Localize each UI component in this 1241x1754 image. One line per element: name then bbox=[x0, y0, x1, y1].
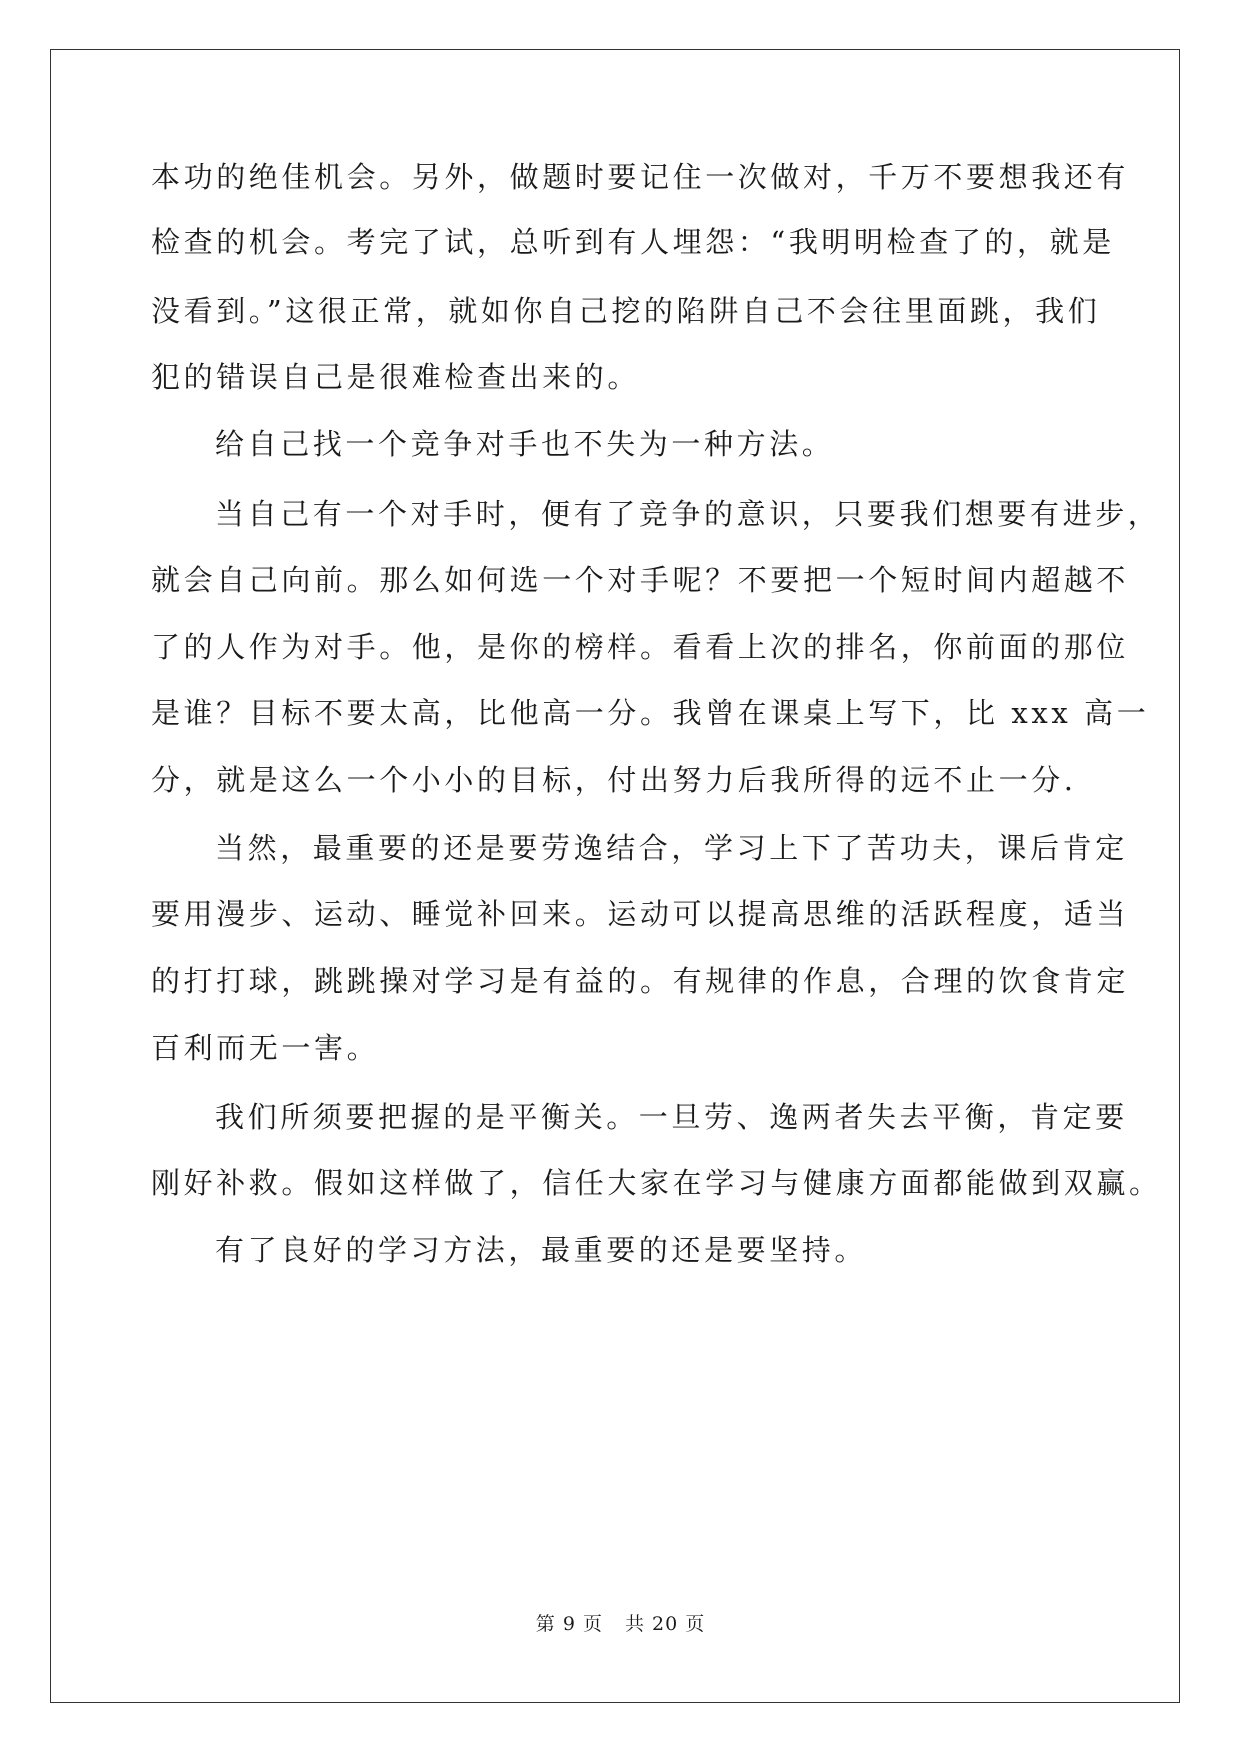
paragraph-line: 当自己有一个对手时，便有了竞争的意识，只要我们想要有进步， bbox=[215, 497, 1161, 531]
page-number-label: 第 9 页 bbox=[535, 1613, 603, 1635]
paragraph-line: 检查的机会。考完了试，总听到有人埋怨：“我明明检查了的，就是 bbox=[151, 225, 1115, 259]
paragraph-line: 就会自己向前。那么如何选一个对手呢？不要把一个短时间内超越不 bbox=[151, 563, 1130, 597]
paragraph-line: 分，就是这么一个小小的目标，付出努力后我所得的远不止一分. bbox=[151, 763, 1077, 797]
paragraph-line: 百利而无一害。 bbox=[151, 1031, 380, 1065]
page-total-label: 共 20 页 bbox=[624, 1613, 706, 1635]
paragraph-line: 的打打球，跳跳操对学习是有益的。有规律的作息，合理的饮食肯定 bbox=[151, 964, 1130, 998]
paragraph-line: 了的人作为对手。他，是你的榜样。看看上次的排名，你前面的那位 bbox=[151, 630, 1130, 664]
paragraph-line: 本功的绝佳机会。另外，做题时要记住一次做对，千万不要想我还有 bbox=[151, 160, 1130, 194]
paragraph-line: 给自己找一个竞争对手也不失为一种方法。 bbox=[215, 427, 835, 461]
paragraph-line: 我们所须要把握的是平衡关。一旦劳、逸两者失去平衡，肯定要 bbox=[215, 1100, 1128, 1134]
paragraph-line: 犯的错误自己是很难检查出来的。 bbox=[151, 360, 641, 394]
paragraph-line: 当然，最重要的还是要劳逸结合，学习上下了苦功夫，课后肯定 bbox=[215, 831, 1128, 865]
paragraph-line: 没看到。”这很正常，就如你自己挖的陷阱自己不会往里面跳，我们 bbox=[151, 294, 1101, 328]
paragraph-line: 刚好补救。假如这样做了，信任大家在学习与健康方面都能做到双赢。 bbox=[151, 1166, 1162, 1200]
paragraph-line: 是谁？目标不要太高，比他高一分。我曾在课桌上写下，比 xxx 高一 bbox=[151, 696, 1150, 730]
paragraph-line: 有了良好的学习方法，最重要的还是要坚持。 bbox=[215, 1233, 868, 1267]
page-footer bbox=[0, 1612, 1241, 1636]
paragraph-line: 要用漫步、运动、睡觉补回来。运动可以提高思维的活跃程度，适当 bbox=[151, 897, 1130, 931]
